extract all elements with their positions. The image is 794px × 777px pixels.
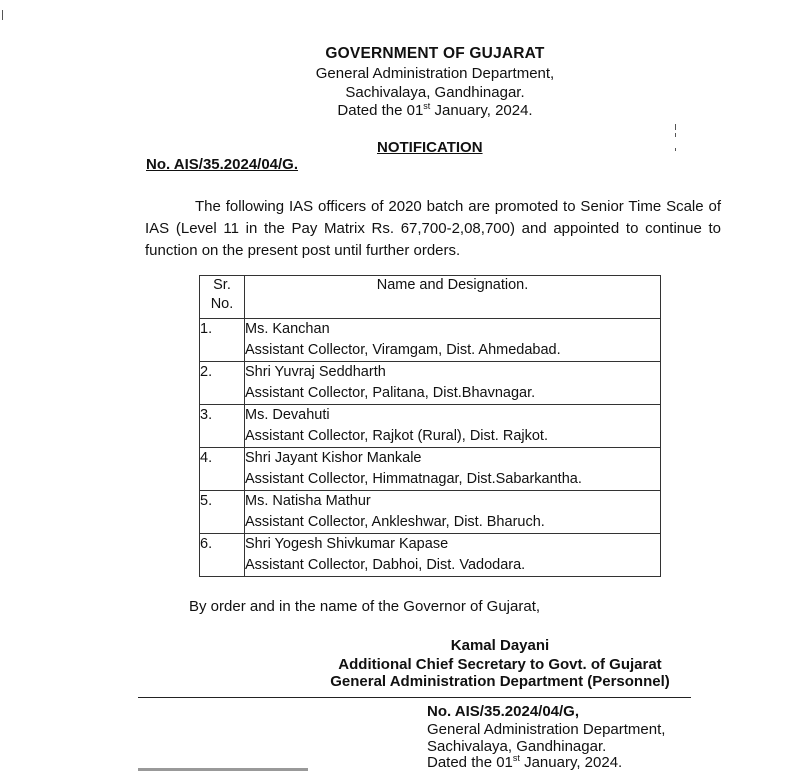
sr-header-line2: No. bbox=[210, 296, 234, 312]
officer-name: Shri Yuvraj Seddharth bbox=[245, 364, 386, 380]
officer-designation: Assistant Collector, Himmatnagar, Dist.Sabarkantha. bbox=[245, 471, 582, 487]
department-line: General Administration Department, bbox=[315, 65, 555, 82]
table-row bbox=[200, 405, 661, 448]
signatory-designation: Additional Chief Secretary to Govt. of Gujarat bbox=[338, 656, 662, 673]
row-name-cell bbox=[245, 362, 661, 405]
officer-designation: Assistant Collector, Ankleshwar, Dist. Bharuch. bbox=[245, 514, 545, 530]
scan-mark bbox=[675, 133, 676, 137]
row-sr-no: 2. bbox=[200, 362, 245, 405]
signatory-name: Kamal Dayani bbox=[450, 637, 550, 654]
copy-place-line: Sachivalaya, Gandhinagar. bbox=[427, 738, 607, 755]
divider-line bbox=[138, 697, 691, 698]
officer-name: Ms. Kanchan bbox=[245, 321, 330, 337]
table-row bbox=[200, 362, 661, 405]
by-order-line: By order and in the name of the Governor of Gujarat, bbox=[189, 598, 541, 615]
row-name-cell bbox=[245, 534, 661, 577]
officers-table bbox=[199, 275, 661, 577]
body-paragraph bbox=[145, 196, 721, 262]
name-designation-header: Name and Designation. bbox=[245, 276, 661, 319]
row-sr-no: 3. bbox=[200, 405, 245, 448]
date-line bbox=[0, 102, 794, 119]
notification-heading: NOTIFICATION bbox=[377, 139, 483, 156]
row-sr-no: 6. bbox=[200, 534, 245, 577]
signatory-department: General Administration Department (Personnel) bbox=[330, 673, 670, 690]
reference-number: No. AIS/35.2024/04/G. bbox=[146, 156, 299, 173]
scan-mark bbox=[2, 10, 3, 20]
table-row bbox=[200, 448, 661, 491]
copy-reference-number: No. AIS/35.2024/04/G, bbox=[427, 703, 580, 720]
copy-department-line: General Administration Department, bbox=[427, 721, 666, 738]
row-name-cell bbox=[245, 319, 661, 362]
officer-designation: Assistant Collector, Rajkot (Rural), Dist. Rajkot. bbox=[245, 428, 548, 444]
officer-name: Shri Jayant Kishor Mankale bbox=[245, 450, 422, 466]
officer-name: Ms. Devahuti bbox=[245, 407, 330, 423]
sr-no-header bbox=[200, 276, 245, 319]
officer-designation: Assistant Collector, Dabhoi, Dist. Vadodara. bbox=[245, 557, 526, 573]
row-sr-no: 4. bbox=[200, 448, 245, 491]
date-prefix: Dated the 01 bbox=[337, 102, 424, 119]
row-name-cell bbox=[245, 491, 661, 534]
table-row bbox=[200, 319, 661, 362]
table-header-row bbox=[200, 276, 661, 319]
scan-mark bbox=[675, 148, 676, 151]
row-name-cell bbox=[245, 405, 661, 448]
table-row bbox=[200, 534, 661, 577]
row-name-cell bbox=[245, 448, 661, 491]
officer-designation: Assistant Collector, Palitana, Dist.Bhavnagar. bbox=[245, 385, 536, 401]
government-title: GOVERNMENT OF GUJARAT bbox=[325, 45, 545, 62]
sr-header-line1: Sr. bbox=[213, 277, 231, 293]
cut-off-text-line bbox=[138, 763, 308, 777]
officer-name: Ms. Natisha Mathur bbox=[245, 493, 371, 509]
row-sr-no: 1. bbox=[200, 319, 245, 362]
body-text: The following IAS officers of 2020 batch are promoted to Senior Time Scale of IAS (Level 11 in the Pay Matrix Rs. 67,700-2,08,700) and appointed to continue to function on the present post until further orders. bbox=[145, 198, 721, 259]
copy-date-suffix: January, 2024. bbox=[519, 754, 623, 771]
date-superscript: st bbox=[423, 101, 431, 111]
scan-mark bbox=[675, 124, 676, 130]
copy-date-prefix: Dated the 01 bbox=[427, 754, 513, 771]
officer-name: Shri Yogesh Shivkumar Kapase bbox=[245, 536, 449, 552]
place-line: Sachivalaya, Gandhinagar. bbox=[345, 84, 525, 101]
copy-date-superscript: st bbox=[512, 753, 520, 763]
officer-designation: Assistant Collector, Viramgam, Dist. Ahmedabad. bbox=[245, 342, 561, 358]
table-row bbox=[200, 491, 661, 534]
date-suffix: January, 2024. bbox=[430, 102, 533, 119]
copy-date-line bbox=[427, 754, 622, 771]
row-sr-no: 5. bbox=[200, 491, 245, 534]
